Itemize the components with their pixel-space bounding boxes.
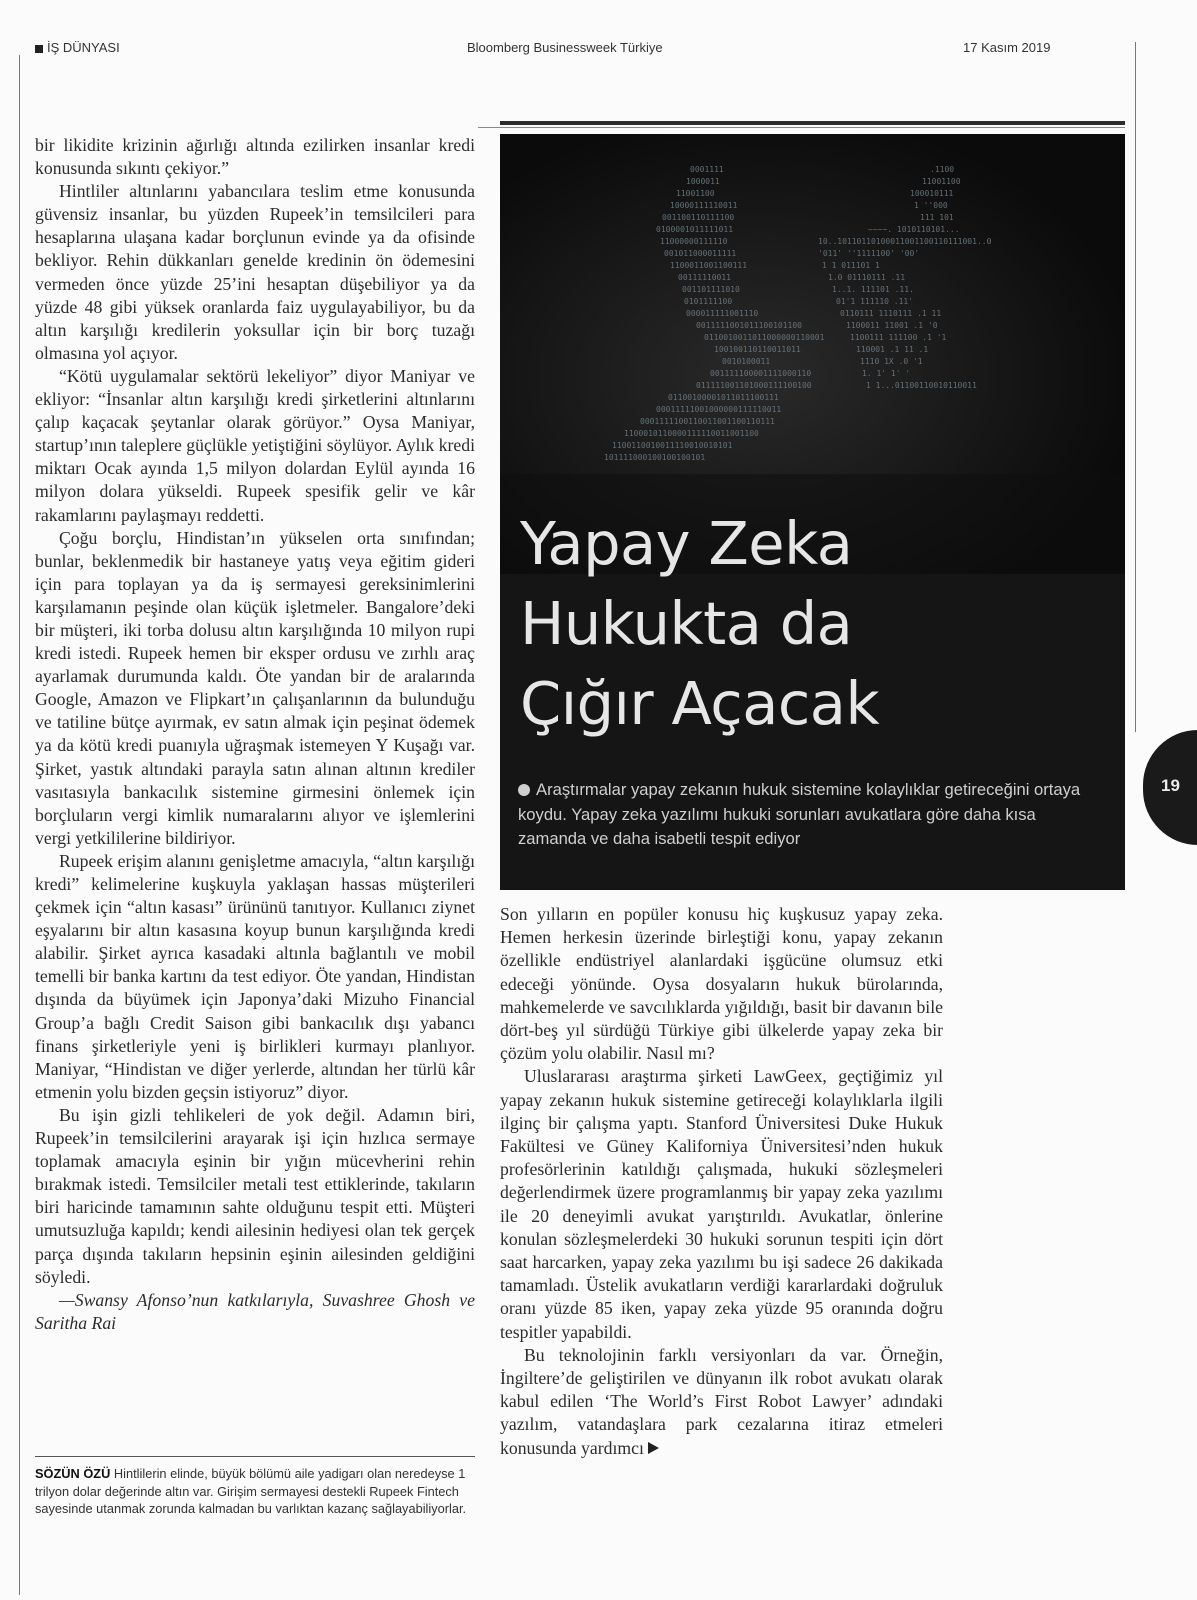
- hero-block: [500, 134, 1125, 890]
- svg-text:1100010110000111110011001100: 1100010110000111110011001100: [624, 429, 759, 438]
- caption-rule: [35, 1456, 475, 1457]
- svg-text:0001111100110011001100110111: 0001111100110011001100110111: [640, 417, 775, 426]
- svg-text:11001100: 11001100: [676, 189, 715, 198]
- svg-text:1.0 01110111 .1: 1.0 01110111 .11: [828, 273, 906, 282]
- svg-text:101111000100100100101: 101111000100100100101: [604, 453, 706, 462]
- svg-text:000011111001110: 000011111001110: [686, 309, 759, 318]
- svg-text:001111100001111000110: 001111100001111000110: [710, 369, 812, 378]
- svg-text:00011111001000000111110011: 00011111001000000111110011: [656, 405, 782, 414]
- hero-top-thin-rule: [478, 127, 1125, 128]
- article-paragraph: Bu işin gizli tehlikeleri de yok değil. Adamın biri, Rupeek’in temsilcilerini arayarak işi için hızlıca sermaye toplamak amacıyla eşinin bir yığın mücevherini rehin bırakmak istedi. Temsilciler metali test ettiklerinde, takıların biri haricinde tamamının sahte olduğunu tespit etti. Müşteri umutsuzluğa kapıldı; kendi ailesinin hediyesi olan tek gerçek parça dışında takıların hepsinin eşinin ailesinden geldiğini söyledi.: [35, 1104, 475, 1287]
- svg-text:0001111: 0001111: [690, 165, 724, 174]
- right-margin-line: [1135, 42, 1136, 732]
- svg-text:1100111 111100 .1: 1100111 111100 .1 '1: [850, 333, 947, 342]
- page-number-tab: [1143, 730, 1197, 845]
- svg-text:0110111 1110111 .1: 0110111 1110111 .1 11: [840, 309, 942, 318]
- article-paragraph: “Kötü uygulamalar sektörü lekeliyor” diyor Maniyar ve ekliyor: “İnsanlar altın karşılığı kredi şirketlerini altınlarını çalıp kaçacak şeytanlar olarak görüyor.” Oysa Maniyar, startup’ının taleplere güçlükle yetiştiğini söylüyor. Aylık kredi miktarı Ocak ayında 1,5 milyon dolardan Eylül ayında 16 milyon dolara yükseldi. Rupeek spesifik gelir ve kâr rakamlarını paylaşmayı reddetti.: [35, 365, 475, 525]
- svg-text:10..10110110100011001100110111: 10..10110110100011001100110111001..0: [818, 237, 992, 246]
- svg-text:1 1 011101 1: 1 1 011101 1: [822, 261, 880, 270]
- svg-text:10000111110011: 10000111110011: [670, 201, 738, 210]
- article-credit: —Swansy Afonso’nun katkılarıyla, Suvashree Ghosh ve Saritha Rai: [35, 1289, 475, 1333]
- svg-text:0110010011011000000110001: 0110010011011000000110001: [704, 333, 825, 342]
- hero-title: [520, 504, 879, 744]
- article-paragraph: Son yılların en popüler konusu hiç kuşkusuz yapay zeka. Hemen herkesin üzerinde birleştiği konu, yapay zekanın özellikle endüstriyel alanlardaki işgücüne olumsuz etki edeceği yönünde. Oysa dosyaların hukuk bürolarında, mahkemelerde ve savcılıklarda yığıldığı, basit bir davanın bile dört-beş yıl sürdüğü Türkiye gibi ülkelerde yapay zeka bir çözüm yolu olabilir. Nasıl mı?: [500, 904, 943, 1064]
- hero-title-line: Yapay Zeka: [520, 509, 853, 578]
- svg-text:11000000111110: 11000000111110: [660, 237, 728, 246]
- svg-text:0101111100: 0101111100: [684, 297, 733, 306]
- issue-date: 17 Kasım 2019: [963, 40, 1051, 55]
- svg-text:1..1. 111101 .1: 1..1. 111101 .11.: [832, 285, 914, 294]
- article-paragraph: Hintliler altınlarını yabancılara teslim etme konusunda güvensiz insanlar, bu yüzden Rupeek’in temsilcileri para hesaplarına ulaşana kadar borçlunun evinde ya da ofisinde bekliyor. Rehin dükkanları genelde kredinin ön ödemesini vermeden önce yüzde 25’ini hesaptan düşebiliyor ya da yüzde 48 gibi yüksek oranlarda faiz uygulayabiliyor, bu da altın karşılığı kredilerin yoksullar için bir borç tuzağı olmasına yol açıyor.: [35, 181, 475, 363]
- svg-text:1. 1' 1': 1. 1' 1' ': [862, 369, 911, 378]
- bullet-dot-icon: [518, 784, 530, 796]
- section-label: [35, 40, 120, 55]
- svg-text:1100011001100111: 1100011001100111: [670, 261, 748, 270]
- svg-text:110001 .1 11: 110001 .1 11 .1: [856, 345, 929, 354]
- hero-top-rule: [500, 121, 1125, 125]
- section-square-icon: [35, 45, 43, 53]
- svg-text:~~~~. 1010110101...: ~~~~. 1010110101...: [868, 225, 960, 234]
- svg-text:01100100001011011100111: 01100100001011011100111: [668, 393, 779, 402]
- svg-text:0011111001011100101100: 0011111001011100101100: [696, 321, 802, 330]
- svg-text:100010111: 100010111: [910, 189, 954, 198]
- svg-text:01'1 111110 .1: 01'1 111110 .11': [836, 297, 914, 306]
- article-paragraph: Çoğu borçlu, Hindistan’ın yükselen orta sınıfından; bunlar, beklenmedik bir hastaneye yatış veya eğitim gideri için para toplayan ya da iş sermayesi gereksinimlerini karşılamanın peşinde olan küçük işletmeler. Bangalore’deki bir müşteri, iki torba dolusu altın karşılığında 10 milyon rupi kredi istedi. Rupeek hemen bir eksper ordusu ve zırhlı araç ayarlamak durumunda kaldı. Öte yandan bir de aralarında Google, Amazon ve Flipkart’ın çalışanlarının da bulunduğu ve tatiline bütçe ayırmak, ev satın almak için peşinat ödemek ya da kötü kredi puanıyla uğraşmak istemeyen Y Kuşağı var. Şirket, yastık altındaki parayla satın alınan altının krediler vasıtasıyla bankacılık sistemine girmesini önlemek için borçluların vergi kimlik numaralarını alıyor ve işlemlerini vergi yetkililerine bildiriyor.: [35, 527, 475, 848]
- right-article: [500, 903, 943, 1460]
- left-article: [35, 134, 475, 1335]
- svg-text:100100110110011011: 100100110110011011: [714, 345, 801, 354]
- article-paragraph: Uluslararası araştırma şirketi LawGeex, geçtiğimiz yıl yapay zekanın hukuk sistemine getireceği kolaylıklarla ilgili ilginç bir çalışma yaptı. Stanford Üniversitesi Duke Hukuk Fakültesi ve Güney Kaliforniya Üniversitesi’nden hukuk profesörlerinin katıldığı çalışmada, hukuki sözleşmeleri değerlendirmek üzere programlanmış bir yapay zeka yazılımı ile 20 deneyimli avukat yarıştırıldı. Avukatlar, önlerine konulan sözleşmelerdeki 30 hukuki sorunun tespiti için dört saat harcarken, yapay zeka yazılımı bu işi sadece 26 dakikada tamamladı. Üstelik avukatların verdiği kararlardaki doğruluk oranı yüzde 85 iken, yapay zeka yüzde 95 oranında doğru tespitler yapabildi.: [500, 1066, 943, 1342]
- caption-text: Hintlilerin elinde, büyük bölümü aile yadigarı olan neredeyse 1 trilyon dolar değerinde altın var. Girişim sermayesi destekli Rupeek Fintech sayesinde utanmak zorunda kalmadan bu varlıktan kazanç sağlayabiliyorlar.: [35, 1466, 467, 1516]
- svg-text:0010100011: 0010100011: [722, 357, 771, 366]
- svg-text:.1100: .1100: [930, 165, 955, 174]
- article-paragraph-text: Bu teknolojinin farklı versiyonları da var. Örneğin, İngiltere’de geliştirilen ve dünyanın ilk robot avukatı olarak kabul edilen ‘The World’s First Robot Lawyer’ adındaki yazılım, vatandaşlara park cezalarına itiraz etmeleri konusunda yardımcı: [500, 1344, 943, 1458]
- svg-text:1 ''000: 1 ''000: [914, 201, 948, 210]
- svg-text:1 1...011001100101: 1 1...01100110010110011: [866, 381, 977, 390]
- svg-text:11001100: 11001100: [922, 177, 961, 186]
- article-paragraph: bir likidite krizinin ağırlığı altında ezilirken insanlar kredi konusunda sıkıntı çekiyor.”: [35, 135, 475, 179]
- caption-label: SÖZÜN ÖZÜ: [35, 1466, 111, 1481]
- svg-text:1100110010011110010010101: 1100110010011110010010101: [612, 441, 733, 450]
- left-margin-line: [19, 55, 20, 1595]
- svg-text:111 101: 111 101: [920, 213, 954, 222]
- article-paragraph: [500, 1344, 943, 1460]
- article-paragraph: Rupeek erişim alanını genişletme amacıyla, “altın karşılığı kredi” kelimelerine kuşkuyla yaklaşan hassas müşterileri çekmek için “altın kasası” ürününü tanıtıyor. Kullanıcı ziynet eşyalarını bir altın kasasına koyup bunun karşılığında kredi alabilir. Şirket ayrıca kasadaki altınla bağlantılı ve mobil temelli bir banka kartını da test ediyor. Öte yandan, Hindistan dışında da büyümek için Japonya’daki Mizuho Financial Group’a bağlı Credit Saison gibi bankacılık dışı yabancı finans şirketleriyle yeni iş birlikleri kurmayı planlıyor. Maniyar, “Hindistan ve diğer yerlerde, altından her türlü kâr etmenin yolu bizden geçsin istiyoruz” diyor.: [35, 850, 475, 1102]
- svg-text:1110 1X .0: 1110 1X .0 '1: [860, 357, 923, 366]
- svg-text:001101111010: 001101111010: [682, 285, 740, 294]
- section-name: İŞ DÜNYASI: [47, 40, 120, 55]
- svg-text:1000011: 1000011: [686, 177, 720, 186]
- magazine-name: Bloomberg Businessweek Türkiye: [467, 40, 663, 55]
- svg-text:011111001101000111100100: 011111001101000111100100: [696, 381, 812, 390]
- page-number: 19: [1161, 776, 1180, 795]
- summary-caption: [35, 1465, 475, 1518]
- svg-text:001100110111100: 001100110111100: [662, 213, 735, 222]
- svg-text:0100001011111011: 0100001011111011: [656, 225, 734, 234]
- svg-text:001011000011111: 001011000011111: [664, 249, 737, 258]
- hero-title-line: Hukukta da: [520, 589, 853, 658]
- continue-arrow-icon: [648, 1442, 659, 1454]
- hero-title-line: Çığır Açacak: [520, 669, 880, 738]
- hero-subtitle: [518, 778, 1108, 852]
- svg-text:'011' ''1111100': '011' ''1111100' '00': [818, 249, 920, 258]
- hero-subtitle-text: Araştırmalar yapay zekanın hukuk sistemine kolaylıklar getireceğini ortaya koydu. Yapay zeka yazılımı hukuki sorunları avukatlara göre daha kısa zamanda ve daha isabetli tespit ediyor: [518, 780, 1081, 848]
- svg-text:00111110011: 00111110011: [678, 273, 731, 282]
- svg-text:1100011 11001 .1: 1100011 11001 .1 '0: [846, 321, 938, 330]
